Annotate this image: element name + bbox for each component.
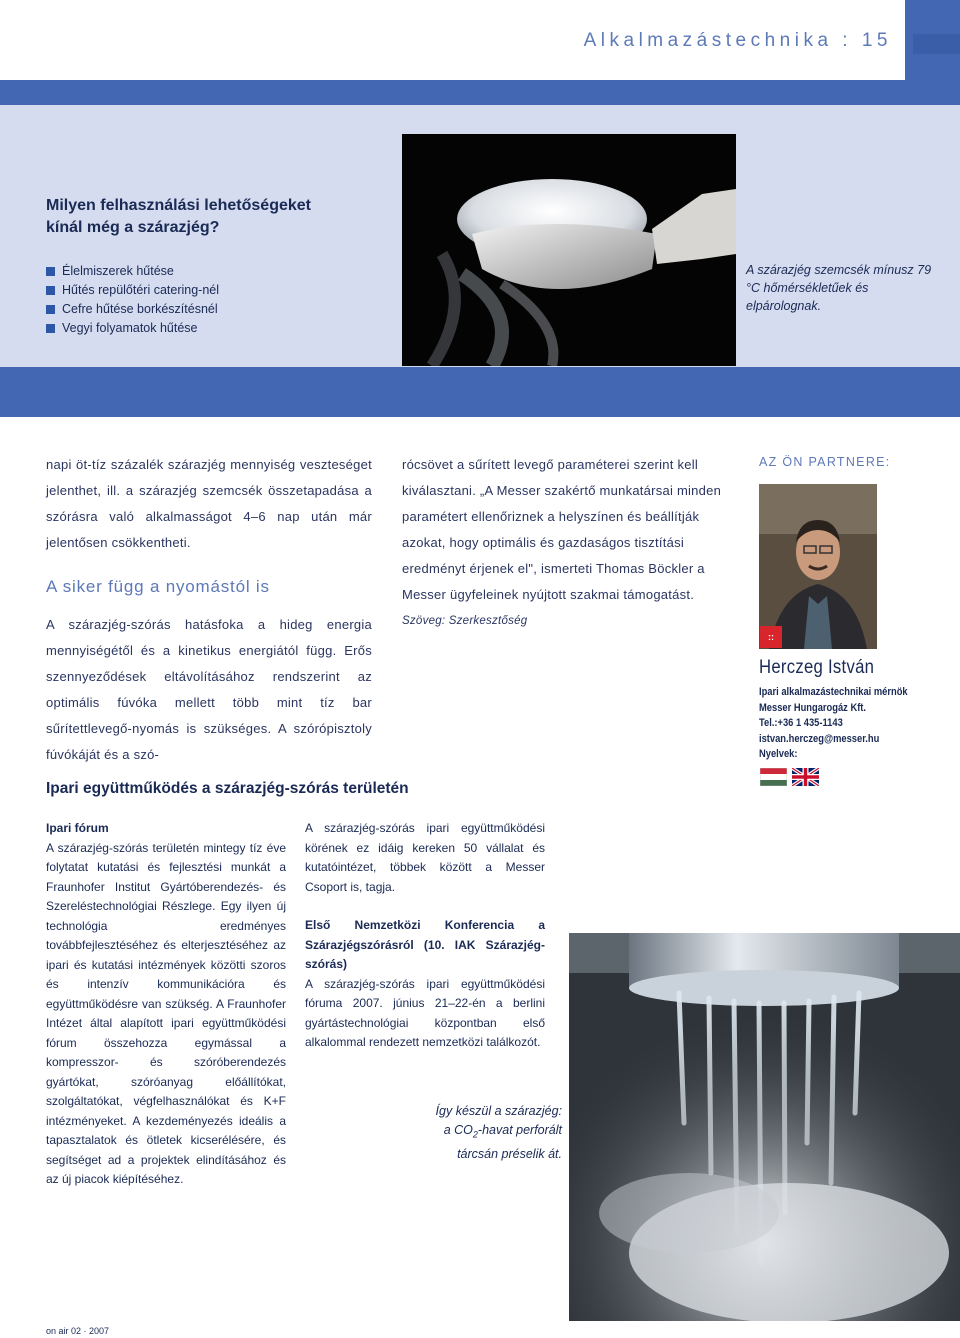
list-item: Hűtés repülőtéri catering-nél bbox=[46, 281, 219, 300]
intro-question: Milyen felhasználási lehetőségeket kínál még a szárazjég? bbox=[46, 197, 311, 236]
bullet-square-icon bbox=[46, 324, 55, 333]
page-title: Alkalmazástechnika : 15 bbox=[583, 30, 892, 51]
dry-ice-scoop-photo bbox=[402, 134, 736, 366]
partner-phone: Tel.:+36 1 435-1143 bbox=[759, 717, 843, 729]
author-signature: Szöveg: Szerkesztőség bbox=[402, 615, 528, 627]
partner-details bbox=[759, 685, 908, 763]
paragraph: A szárazjég-szórás területén mintegy tíz éve folytatat kutatási és fejlesztési munkát a Fraunhofer Institut Gyártóberendezés- és Szereléstechnológiai Részlege. Egy ilyen új technológia eredményes továbbfejlesztéséhez és elterjesztéséhez az ipari és kutatási intézmények közötti szoros és intenzív kommunikációra és együttműködésre van szükség. A Fraunhofer Intézet által alapított ipari együttműködési fórum összehozza egymással a kompresszor- és szóróberendezés gyártókat, szóróanyag előállítókat, szolgáltatókat, végfelhasználókat és K+F intézményeket. A kezdeményezés ideális a tapasztalatok és ötletek kicserélésére, és segítséget ad a projektek elindításához és az új piacok kiépítéséhez. bbox=[46, 840, 286, 1186]
use-list bbox=[46, 262, 219, 338]
photo-caption: A szárazjég szemcsék mínusz 79 °C hőmérsékletűek és elpárolognak. bbox=[746, 263, 932, 313]
photo-caption: Így készül a szárazjég: a $CO_2$-havat perforált tárcsán préselik át. bbox=[435, 1104, 562, 1161]
list-item: Élelmiszerek hűtése bbox=[46, 262, 219, 281]
forum-heading: Ipari fórum bbox=[46, 821, 109, 835]
article-column-2 bbox=[402, 452, 734, 634]
uk-flag-icon bbox=[792, 768, 819, 786]
conference-heading: Első Nemzetközi Konferencia a Szárazjégszórásról (10. IAK Szárazjég-szórás) bbox=[305, 918, 545, 971]
list-item: Cefre hűtése borkészítésnél bbox=[46, 300, 219, 319]
partner-company: Messer Hungarogáz Kft. bbox=[759, 701, 867, 714]
cooperation-title: Ipari együttműködés a szárazjég-szórás területén bbox=[46, 780, 409, 797]
partner-languages-label: Nyelvek: bbox=[759, 748, 798, 760]
list-item: Vegyi folyamatok hűtése bbox=[46, 319, 219, 338]
partner-email[interactable]: istvan.herczeg@messer.hu bbox=[759, 732, 880, 745]
intro-band-bottom bbox=[0, 367, 960, 417]
paragraph: A szárazjég-szórás ipari együttműködési fóruma 2007. június 21–22-én a berlini gyártástechnológiai központban első alkalommal rendezett nemzetközi találkozót. bbox=[305, 976, 545, 1049]
paragraph: rócsövet a sűrített levegő paraméterei szerint kell kiválasztani. „A Messer szakértő munkatársai minden paramétert ellenőriznek a helyszínen és beállítják azokat, hogy optimális és gazdaságos tisztítási eredményt érjenek el", ismerteti Thomas Böckler a Messer ügyfeleinek nyújtott szakmai támogatást. bbox=[402, 457, 722, 602]
bullet-square-icon bbox=[46, 267, 55, 276]
messer-logo-icon: :: bbox=[760, 626, 782, 648]
header-accent-block bbox=[913, 34, 960, 54]
bullet-square-icon bbox=[46, 305, 55, 314]
partner-title: Ipari alkalmazástechnikai mérnök bbox=[759, 686, 908, 698]
partner-name: Herczeg István bbox=[759, 657, 875, 678]
section-heading: A siker függ a nyomástól is bbox=[46, 577, 270, 596]
partner-label: AZ ÖN PARTNERE: bbox=[759, 455, 891, 469]
article-column-1 bbox=[46, 452, 372, 768]
cooperation-column-2 bbox=[305, 819, 545, 1053]
co2-snow-photo bbox=[569, 933, 960, 1321]
paragraph: A szárazjég-szórás ipari együttműködési körének ez idáig kereken 50 vállalat és kutatóintézet, többek között a Messer Csoport is, tagja. bbox=[305, 821, 545, 894]
paragraph: A szárazjég-szórás hatásfoka a hideg energia mennyiségétől és a kinetikus energiától függ. Erős szennyeződések eltávolításához rendszerint az optimális fúvóka mellett több mint tíz bar sűrítettlevegő-nyomás is szükséges. A szórópisztoly fúvókáját és a szó- bbox=[46, 617, 372, 762]
hungarian-flag-icon bbox=[760, 768, 787, 786]
partner-portrait bbox=[759, 484, 877, 649]
cooperation-column-1 bbox=[46, 819, 286, 1190]
page-footer: on air 02 · 2007 bbox=[46, 1326, 110, 1336]
spacer bbox=[305, 897, 545, 916]
bullet-square-icon bbox=[46, 286, 55, 295]
paragraph: napi öt-tíz százalék szárazjég mennyiség veszteséget jelenthet, ill. a szárazjég szemcsék összetapadása a szórásra való alkalmasságot 4–6 nap után már jelentősen csökkentheti. bbox=[46, 457, 372, 550]
